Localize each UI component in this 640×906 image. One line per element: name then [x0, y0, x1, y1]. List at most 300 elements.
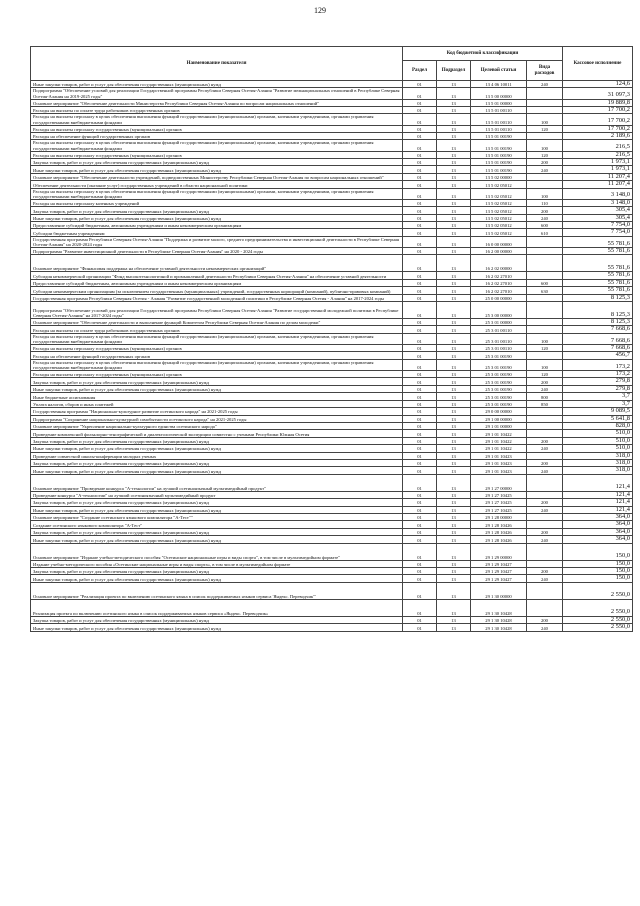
row-section: 01	[403, 536, 437, 543]
row-amount: 305,4	[563, 214, 633, 221]
row-section: 01	[403, 430, 437, 437]
row-expense: 120	[527, 151, 563, 158]
table-row	[31, 229, 633, 236]
table-row	[31, 491, 633, 498]
row-subsection: 13	[437, 543, 471, 560]
row-expense: 600	[527, 279, 563, 286]
row-amount: 279,8	[563, 385, 633, 392]
row-expense: 120	[527, 371, 563, 378]
row-name: Обеспечение деятельности (оказание услуг) государственных учреждений в области национальной политики	[31, 181, 403, 188]
row-amount: 173,2	[563, 359, 633, 370]
row-expense: 240	[527, 624, 563, 631]
row-subsection: 13	[437, 199, 471, 206]
row-target: 29 1 01 00000	[471, 422, 527, 429]
row-subsection: 13	[437, 99, 471, 106]
row-amount: 173,2	[563, 371, 633, 378]
row-expense: 200	[527, 616, 563, 623]
row-target: 16 0 00 00000	[471, 236, 527, 247]
row-expense: 100	[527, 188, 563, 199]
row-subsection: 13	[437, 599, 471, 616]
row-section: 01	[403, 452, 437, 459]
row-target: 13 5 01 00110	[471, 125, 527, 132]
row-name: Расходы на выплаты персоналу государственных (муниципальных) органов	[31, 345, 403, 352]
row-amount: 17 700,2	[563, 125, 633, 132]
row-expense	[527, 107, 563, 114]
row-section: 01	[403, 88, 437, 99]
row-subsection: 13	[437, 287, 471, 294]
row-target: 13 5 01 00190	[471, 151, 527, 158]
row-target: 29 1 30 10428	[471, 599, 527, 616]
table-row	[31, 326, 633, 333]
table-row	[31, 133, 633, 140]
row-name: Расходы на обеспечение функций государственных органов	[31, 133, 403, 140]
row-subsection: 13	[437, 352, 471, 359]
row-amount: 318,0	[563, 452, 633, 459]
table-row	[31, 437, 633, 444]
row-expense: 630	[527, 287, 563, 294]
row-target: 29 1 01 10423	[471, 467, 527, 474]
row-name: Проведение конкурса "А-технологии" на лучший осетиноязычный мультимедийный продукт	[31, 491, 403, 498]
row-amount: 55 781,6	[563, 279, 633, 286]
row-section: 01	[403, 81, 437, 88]
row-subsection: 13	[437, 499, 471, 506]
row-subsection: 13	[437, 188, 471, 199]
row-section: 01	[403, 599, 437, 616]
row-name: Расходы на выплаты персоналу в целях обеспечения выполнения функций государственными (муниципальными) органами, казенными учреждениями, органами управления государственными внебюджетными фондами	[31, 359, 403, 370]
row-expense: 240	[527, 385, 563, 392]
table-row	[31, 272, 633, 279]
table-row	[31, 393, 633, 400]
table-row	[31, 359, 633, 370]
row-target: 13 5 02 00000	[471, 173, 527, 180]
row-subsection: 13	[437, 437, 471, 444]
row-name: Основное мероприятие "Создание осетинского языкового компилятора "А-Тест""	[31, 513, 403, 520]
table-row	[31, 499, 633, 506]
row-amount: 8 125,3	[563, 302, 633, 319]
row-section: 01	[403, 207, 437, 214]
header-name: Наименование показателя	[31, 47, 403, 81]
row-amount: 55 781,6	[563, 255, 633, 272]
row-name: Государственная программа Республики Северная Осетия - Алания "Развитие государственной молодежной политики в Республике Северная Осетия - Алания" на 2017-2024 годы	[31, 294, 403, 301]
row-target: 13 5 01 00190	[471, 133, 527, 140]
row-name: Создание осетинского языкового компилятора "А-Тест"	[31, 521, 403, 528]
row-section: 01	[403, 521, 437, 528]
row-subsection: 13	[437, 371, 471, 378]
row-name: Иные закупки товаров, работ и услуг для обеспечения государственных (муниципальных) нужд	[31, 385, 403, 392]
table-row	[31, 521, 633, 528]
row-subsection: 13	[437, 255, 471, 272]
row-expense	[527, 521, 563, 528]
row-expense	[527, 560, 563, 567]
table-row	[31, 151, 633, 158]
row-expense: 110	[527, 199, 563, 206]
row-target: 29 1 01 10422	[471, 445, 527, 452]
row-target: 25 3 01 00190	[471, 378, 527, 385]
row-expense	[527, 326, 563, 333]
row-amount: 364,0	[563, 536, 633, 543]
row-expense: 200	[527, 528, 563, 535]
row-target: 29 1 01 10422	[471, 437, 527, 444]
row-expense: 200	[527, 207, 563, 214]
table-row	[31, 452, 633, 459]
row-subsection: 13	[437, 582, 471, 599]
row-target: 13 5 01 00190	[471, 159, 527, 166]
row-name: Закупка товаров, работ и услуг для обеспечения государственных (муниципальных) нужд	[31, 528, 403, 535]
page-number: 129	[314, 6, 326, 15]
row-section: 01	[403, 333, 437, 344]
row-name: Предоставление субсидий бюджетным, автономным учреждениям и иным некоммерческим организациям	[31, 222, 403, 229]
row-section: 01	[403, 371, 437, 378]
row-section: 01	[403, 415, 437, 422]
row-subsection: 13	[437, 114, 471, 125]
row-expense: 200	[527, 378, 563, 385]
row-expense	[527, 430, 563, 437]
row-subsection: 13	[437, 430, 471, 437]
row-section: 01	[403, 467, 437, 474]
row-expense: 120	[527, 345, 563, 352]
row-subsection: 13	[437, 393, 471, 400]
row-expense: 100	[527, 114, 563, 125]
table-row	[31, 319, 633, 326]
row-section: 01	[403, 159, 437, 166]
row-subsection: 13	[437, 302, 471, 319]
row-amount: 828,0	[563, 422, 633, 429]
table-row	[31, 378, 633, 385]
header-target: Целевой статьи	[471, 61, 527, 81]
row-subsection: 13	[437, 248, 471, 255]
header-subsection: Подраздел	[437, 61, 471, 81]
table-row	[31, 114, 633, 125]
row-subsection: 13	[437, 88, 471, 99]
row-expense: 200	[527, 499, 563, 506]
row-amount: 31 097,3	[563, 88, 633, 99]
table-row	[31, 536, 633, 543]
row-amount: 2 550,0	[563, 624, 633, 631]
row-name: Подпрограмма "Обеспечение условий для реализации Государственной программы Республики Северная Осетия-Алания "Развитие межнациональных отношений в Республике Северная Осетия-Алания на 2019-2025 годы"	[31, 88, 403, 99]
budget-table	[30, 46, 633, 632]
row-section: 01	[403, 248, 437, 255]
row-target: 16 2 00 00000	[471, 248, 527, 255]
row-section: 01	[403, 378, 437, 385]
row-expense: 600	[527, 222, 563, 229]
row-amount: 55 781,6	[563, 272, 633, 279]
row-name: Иные закупки товаров, работ и услуг для обеспечения государственных (муниципальных) нужд	[31, 445, 403, 452]
table-row	[31, 88, 633, 99]
row-name: Иные закупки товаров, работ и услуг для обеспечения государственных (муниципальных) нужд	[31, 214, 403, 221]
row-subsection: 13	[437, 181, 471, 188]
table-row	[31, 140, 633, 151]
row-subsection: 13	[437, 513, 471, 520]
row-expense	[527, 99, 563, 106]
row-section: 01	[403, 506, 437, 513]
table-row	[31, 352, 633, 359]
row-target: 29 1 01 10423	[471, 452, 527, 459]
table-row	[31, 302, 633, 319]
row-section: 01	[403, 422, 437, 429]
row-subsection: 13	[437, 521, 471, 528]
row-section: 01	[403, 222, 437, 229]
row-name: Закупка товаров, работ и услуг для обеспечения государственных (муниципальных) нужд	[31, 616, 403, 623]
table-row	[31, 415, 633, 422]
row-name: Расходы на выплаты персоналу в целях обеспечения выполнения функций государственными (муниципальными) органами, казенными учреждениями, органами управления государственными внебюджетными фондами	[31, 140, 403, 151]
row-section: 01	[403, 294, 437, 301]
table-body	[31, 81, 633, 632]
header-cash: Кассовое исполнение	[563, 47, 633, 81]
row-section: 01	[403, 474, 437, 491]
row-name: Иные закупки товаров, работ и услуг для обеспечения государственных (муниципальных) нужд	[31, 81, 403, 88]
row-subsection: 13	[437, 422, 471, 429]
row-expense: 120	[527, 125, 563, 132]
row-subsection: 13	[437, 173, 471, 180]
row-name: Основное мероприятие "Обеспечение деятельности и выполнение функций Комитетом Республики Северная Осетия-Алания по делам молодежи"	[31, 319, 403, 326]
row-name: Реализация проекта по включению осетинского языка в список поддерживаемых языков сервиса «Яндекс. Переводчик»	[31, 599, 403, 616]
row-section: 01	[403, 359, 437, 370]
row-expense	[527, 294, 563, 301]
table-row	[31, 166, 633, 173]
row-name: Подпрограмма "Обеспечение условий для реализации Государственной программы Республики Северная Осетия-Алания "Развитие государственной молодежной политики в Республике Северная Осетия-Алания" на 2017-2024 годы"	[31, 302, 403, 319]
row-target: 29 1 28 00000	[471, 513, 527, 520]
row-subsection: 13	[437, 536, 471, 543]
row-expense: 200	[527, 568, 563, 575]
row-target: 29 1 30 00000	[471, 582, 527, 599]
row-expense: 240	[527, 81, 563, 88]
row-amount: 7 668,6	[563, 326, 633, 333]
row-target: 29 1 00 00000	[471, 415, 527, 422]
row-target: 13 5 01 00110	[471, 107, 527, 114]
table-row	[31, 528, 633, 535]
row-target: 25 3 01 00000	[471, 319, 527, 326]
row-subsection: 13	[437, 624, 471, 631]
row-target: 16 2 02 27010	[471, 272, 527, 279]
table-row	[31, 279, 633, 286]
row-name: Государственная программа "Национально-культурное развитие осетинского народа" на 2021-2025 годы	[31, 408, 403, 415]
row-target: 25 3 01 00190	[471, 371, 527, 378]
table-row	[31, 345, 633, 352]
row-name: Проведение совместной школы-конференции молодых ученых	[31, 452, 403, 459]
row-subsection: 13	[437, 207, 471, 214]
row-name: Проведение комплексной фольклорно-этнографической и диалектологической экспедиции совместно с учеными Республики Южная Осетия	[31, 430, 403, 437]
row-section: 01	[403, 229, 437, 236]
row-subsection: 13	[437, 445, 471, 452]
row-section: 01	[403, 568, 437, 575]
row-amount: 2 189,6	[563, 133, 633, 140]
row-subsection: 13	[437, 236, 471, 247]
table-row	[31, 506, 633, 513]
row-expense	[527, 302, 563, 319]
row-subsection: 13	[437, 326, 471, 333]
row-subsection: 13	[437, 294, 471, 301]
row-amount: 364,0	[563, 521, 633, 528]
row-amount: 305,4	[563, 207, 633, 214]
table-row	[31, 287, 633, 294]
table-row	[31, 560, 633, 567]
row-subsection: 13	[437, 151, 471, 158]
row-section: 01	[403, 385, 437, 392]
row-amount: 2 550,0	[563, 599, 633, 616]
table-row	[31, 199, 633, 206]
row-name: Расходы на выплаты персоналу казенных учреждений	[31, 199, 403, 206]
row-expense	[527, 352, 563, 359]
row-subsection: 13	[437, 359, 471, 370]
row-name: Подпрограмма "Развитие инвестиционной деятельности в Республике Северная Осетия-Алания" на 2020 - 2024 годы	[31, 248, 403, 255]
row-subsection: 13	[437, 222, 471, 229]
row-expense	[527, 133, 563, 140]
table-row	[31, 236, 633, 247]
row-amount: 2 550,0	[563, 582, 633, 599]
row-section: 01	[403, 352, 437, 359]
row-amount: 7 668,6	[563, 345, 633, 352]
row-amount: 2 550,0	[563, 616, 633, 623]
header-code-group: Код бюджетной классификации	[403, 47, 563, 61]
table-row	[31, 248, 633, 255]
row-target: 13 5 02 05012	[471, 199, 527, 206]
table-row	[31, 400, 633, 407]
row-subsection: 13	[437, 408, 471, 415]
table-row	[31, 214, 633, 221]
row-amount: 7 754,0	[563, 229, 633, 236]
row-amount: 3 148,0	[563, 188, 633, 199]
row-section: 01	[403, 560, 437, 567]
table-row	[31, 474, 633, 491]
row-expense	[527, 415, 563, 422]
row-subsection: 13	[437, 125, 471, 132]
row-name: Предоставление субсидий бюджетным, автономным учреждениям и иным некоммерческим организациям	[31, 279, 403, 286]
row-amount: 150,0	[563, 575, 633, 582]
row-target: 29 1 01 10422	[471, 430, 527, 437]
row-amount: 7 754,0	[563, 222, 633, 229]
table-row	[31, 125, 633, 132]
row-expense: 240	[527, 536, 563, 543]
row-target: 29 1 01 10423	[471, 459, 527, 466]
row-target: 29 1 30 10428	[471, 624, 527, 631]
row-name: Иные закупки товаров, работ и услуг для обеспечения государственных (муниципальных) нужд	[31, 624, 403, 631]
row-name: Основное мероприятие "Укрепление национально-культурного единства осетинского народа"	[31, 422, 403, 429]
table-row	[31, 430, 633, 437]
table-row	[31, 107, 633, 114]
row-section: 01	[403, 272, 437, 279]
row-name: Иные закупки товаров, работ и услуг для обеспечения государственных (муниципальных) нужд	[31, 166, 403, 173]
row-target: 25 3 01 00110	[471, 333, 527, 344]
row-name: Основное мероприятие "Проведение конкурса "А-технологии" на лучший осетиноязычный мультимедийный продукт"	[31, 474, 403, 491]
row-expense	[527, 255, 563, 272]
row-name: Государственная программа Республики Северная Осетия-Алания "Поддержка и развитие малого, среднего предпринимательства и инвестиционной деятельности в Республике Северная Осетия-Алания" на 2020-2024 годы	[31, 236, 403, 247]
row-section: 01	[403, 236, 437, 247]
row-expense	[527, 491, 563, 498]
row-section: 01	[403, 107, 437, 114]
row-section: 01	[403, 173, 437, 180]
row-target: 16 2 02 27010	[471, 287, 527, 294]
row-amount: 7 668,6	[563, 333, 633, 344]
row-target: 16 2 02 00000	[471, 255, 527, 272]
table-row	[31, 422, 633, 429]
row-target: 25 3 01 00110	[471, 345, 527, 352]
row-amount: 216,5	[563, 140, 633, 151]
table-row	[31, 222, 633, 229]
row-expense: 240	[527, 575, 563, 582]
row-expense	[527, 408, 563, 415]
row-target: 29 1 29 00000	[471, 543, 527, 560]
row-name: Закупка товаров, работ и услуг для обеспечения государственных (муниципальных) нужд	[31, 378, 403, 385]
row-expense	[527, 543, 563, 560]
table-row	[31, 445, 633, 452]
table-row	[31, 188, 633, 199]
row-target: 13 5 01 00110	[471, 114, 527, 125]
row-expense	[527, 88, 563, 99]
row-amount: 456,7	[563, 352, 633, 359]
row-amount: 3 148,0	[563, 199, 633, 206]
row-section: 01	[403, 513, 437, 520]
row-section: 01	[403, 528, 437, 535]
row-subsection: 13	[437, 400, 471, 407]
row-name: Иные бюджетные ассигнования	[31, 393, 403, 400]
row-amount: 364,0	[563, 513, 633, 520]
row-expense: 240	[527, 467, 563, 474]
row-amount: 1 973,1	[563, 159, 633, 166]
row-section: 01	[403, 302, 437, 319]
row-name: Расходы на выплаты по оплате труда работников государственных органов	[31, 107, 403, 114]
row-target: 29 1 28 10426	[471, 528, 527, 535]
row-section: 01	[403, 459, 437, 466]
row-name: Расходы на выплаты по оплате труда работников государственных органов	[31, 326, 403, 333]
row-amount: 17 700,2	[563, 107, 633, 114]
row-amount: 8 125,3	[563, 294, 633, 301]
row-section: 01	[403, 166, 437, 173]
row-section: 01	[403, 499, 437, 506]
row-amount: 19 889,8	[563, 99, 633, 106]
row-section: 01	[403, 214, 437, 221]
row-subsection: 13	[437, 133, 471, 140]
row-target: 29 1 29 10427	[471, 560, 527, 567]
row-amount: 55 781,6	[563, 287, 633, 294]
table-row	[31, 99, 633, 106]
row-target: 13 5 02 05012	[471, 229, 527, 236]
row-section: 01	[403, 140, 437, 151]
row-subsection: 13	[437, 279, 471, 286]
row-subsection: 13	[437, 229, 471, 236]
table-header	[31, 47, 633, 81]
table-row	[31, 575, 633, 582]
row-expense: 240	[527, 214, 563, 221]
row-target: 13 5 02 05012	[471, 214, 527, 221]
row-target: 25 3 01 00190	[471, 359, 527, 370]
row-target: 13 5 00 00000	[471, 88, 527, 99]
row-name: Расходы на выплаты персоналу в целях обеспечения выполнения функций государственными (муниципальными) органами, казенными учреждениями, органами управления государственными внебюджетными фондами	[31, 333, 403, 344]
row-subsection: 13	[437, 575, 471, 582]
row-name: Иные закупки товаров, работ и услуг для обеспечения государственных (муниципальных) нужд	[31, 575, 403, 582]
row-expense	[527, 513, 563, 520]
row-section: 01	[403, 543, 437, 560]
row-name: Закупка товаров, работ и услуг для обеспечения государственных (муниципальных) нужд	[31, 159, 403, 166]
row-amount: 5 641,8	[563, 415, 633, 422]
row-section: 01	[403, 114, 437, 125]
row-subsection: 13	[437, 345, 471, 352]
row-subsection: 13	[437, 214, 471, 221]
row-section: 01	[403, 345, 437, 352]
row-subsection: 13	[437, 272, 471, 279]
table-row	[31, 333, 633, 344]
row-expense: 850	[527, 400, 563, 407]
row-amount: 279,8	[563, 378, 633, 385]
row-subsection: 13	[437, 378, 471, 385]
row-expense: 200	[527, 459, 563, 466]
row-amount: 364,0	[563, 528, 633, 535]
row-section: 01	[403, 491, 437, 498]
row-section: 01	[403, 99, 437, 106]
row-section: 01	[403, 616, 437, 623]
table-row	[31, 582, 633, 599]
table-row	[31, 467, 633, 474]
row-expense	[527, 181, 563, 188]
